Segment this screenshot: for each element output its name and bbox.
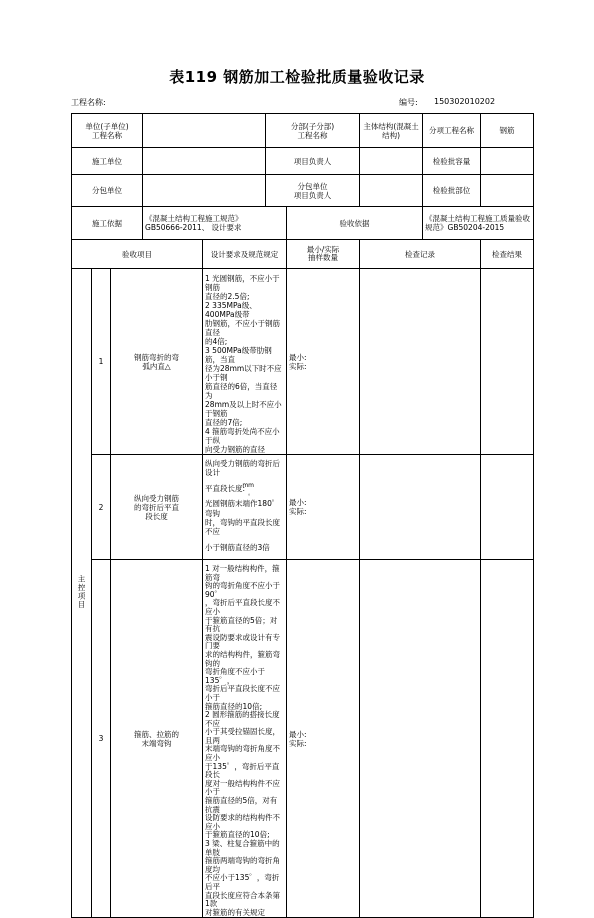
project-manager-value	[360, 148, 423, 175]
batch-capacity-value	[481, 148, 534, 175]
row-1-sample: 最小: 实际:	[287, 269, 360, 455]
sub-manager-label: 分包单位 项目负责人	[266, 175, 360, 207]
construction-unit-value	[143, 148, 266, 175]
project-manager-label: 项目负责人	[266, 148, 360, 175]
col-record: 检查记录	[360, 240, 481, 269]
row-1-name: 钢筋弯折的弯 弧内直△	[111, 269, 203, 455]
row-2-design-line2: 平直段长度:	[205, 483, 246, 493]
row-3-sample: 最小: 实际:	[287, 560, 360, 918]
row-2-name: 纵向受力钢筋 的弯折后平直 段长度	[111, 455, 203, 560]
project-name-label: 工程名称:	[71, 98, 106, 107]
row-1-no: 1	[92, 269, 111, 455]
subsection-value: 主体结构(混凝土 结构)	[360, 114, 423, 148]
row-3-no: 3	[92, 560, 111, 918]
row-2-design-unit: mm	[242, 481, 255, 489]
code-value: 150302010202	[434, 97, 496, 106]
row-2-design-dot: 。	[248, 489, 255, 497]
batch-capacity-label: 检验批容量	[423, 148, 481, 175]
subcontractor-value	[143, 175, 266, 207]
row-2-design	[203, 455, 287, 560]
col-item: 验收项目	[72, 240, 203, 269]
row-2-design-line5: 小于钢筋直径的3倍	[205, 542, 270, 552]
row-2-design-line4: 时，弯钩的平直段长度不应	[205, 518, 281, 537]
construction-unit-label: 施工单位	[72, 148, 143, 175]
row-2-result	[481, 455, 534, 560]
col-result: 检查结果	[481, 240, 534, 269]
row-2-sample: 最小: 实际:	[287, 455, 360, 560]
acceptance-table	[71, 113, 534, 918]
batch-location-label: 检验批部位	[423, 175, 481, 207]
main-control-cell	[72, 269, 92, 918]
basis-value: 《混凝土结构工程施工规范》 GB50666-2011、 设计要求	[143, 207, 287, 240]
row-3-design: 1 对一般结构构件，箍筋弯 钩的弯折角度不应小于90゜ ，弯折后平直段长度不应小 于箍筋直径的5倍；对有抗 震设防要求或设计有专门要 求的结构构件，箍筋弯钩的 弯折角度不应小于135゜， 弯折后平直段长度不应小于 箍筋直径的10倍; 2 圆形箍筋的搭接长度不应 小于其受拉锚固长度，且两 末端弯钩的弯折角度不应小 于135゜，弯折后平直段长 度对一般结构构件不应小于 箍筋直径的5倍，对有抗震 设防要求的结构构件不应小 于箍筋直径的10倍; 3 梁、柱复合箍筋中的单肢 箍筋两端弯钩的弯折角度均 不应小于135゜，弯折后平 直段长度应符合本条第1款 对箍筋的有关规定	[203, 560, 287, 918]
col-design: 设计要求及规范规定	[203, 240, 287, 269]
unit-value	[143, 114, 266, 148]
code-label: 编号:	[399, 98, 418, 107]
row-1-record	[360, 269, 481, 455]
basis-label: 施工依据	[72, 207, 143, 240]
sub-manager-value	[360, 175, 423, 207]
col-sample: 最小/实际 抽样数量	[287, 240, 360, 269]
item-label: 分项工程名称	[423, 114, 481, 148]
subsection-label: 分部(子分部) 工程名称	[266, 114, 360, 148]
row-1-design: 1 光圆钢筋，不应小于钢筋 直径的2.5倍; 2 335MPa级、400MPa级带 肋钢筋，不应小于钢筋直径 的4倍; 3 500MPa级带肋钢筋，当直 径为28mm以下时不应小于钢 筋直径的6倍，当直径为 28mm及以上时不应小于钢筋 直径的7倍; 4 箍筋弯折处尚不应小于纵 向受力钢筋的直径	[203, 269, 287, 455]
page-title: 表119 钢筋加工检验批质量验收记录	[169, 68, 425, 86]
item-value: 钢筋	[481, 114, 534, 148]
subcontractor-label: 分包单位	[72, 175, 143, 207]
acceptance-basis-value: 《混凝土结构工程施工质量验收 规范》GB50204-2015	[423, 207, 534, 240]
acceptance-basis-label: 验收依据	[287, 207, 423, 240]
unit-label: 单位(子单位) 工程名称	[72, 114, 143, 148]
main-control-label: 主控项目	[77, 575, 86, 610]
row-3-record	[360, 560, 481, 918]
row-2-design-line3: 光圆钢筋末端作180゜弯钩	[205, 499, 280, 518]
row-2-design-line1: 纵向受力钢筋的弯折后设计	[205, 459, 281, 478]
row-1-result	[481, 269, 534, 455]
row-2-no: 2	[92, 455, 111, 560]
row-3-name: 箍筋、拉筋的 末端弯钩	[111, 560, 203, 918]
row-3-result	[481, 560, 534, 918]
row-2-record	[360, 455, 481, 560]
batch-location-value	[481, 175, 534, 207]
